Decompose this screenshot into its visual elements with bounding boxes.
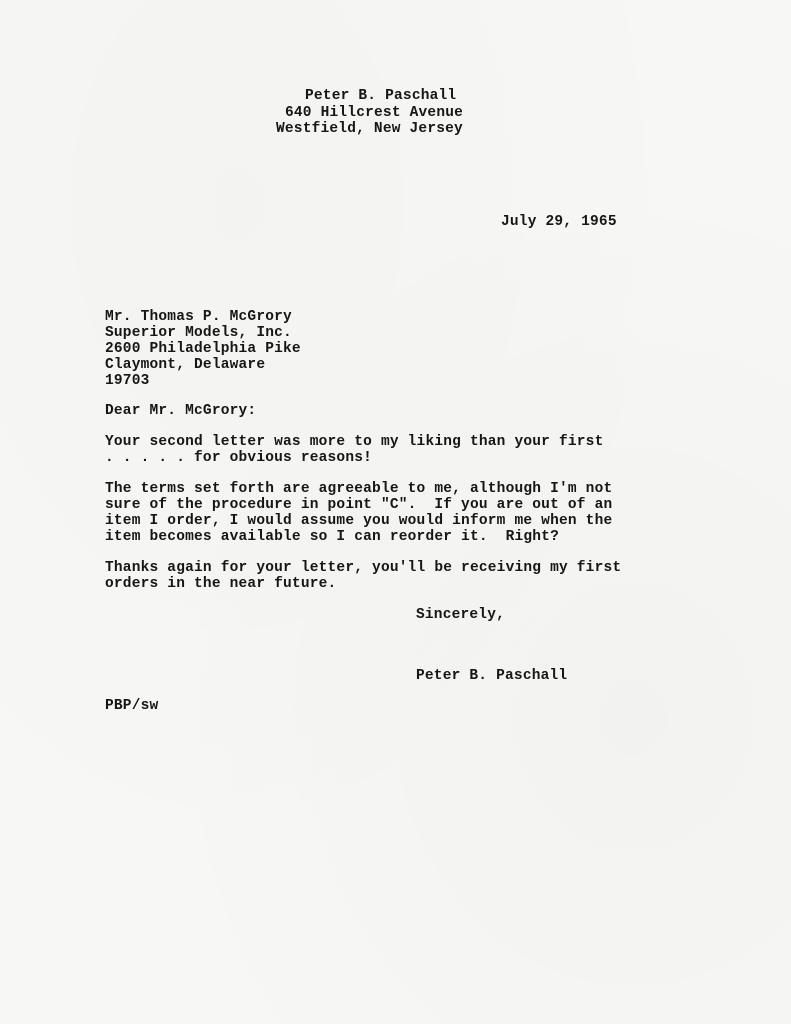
signature-name: Peter B. Paschall	[416, 668, 568, 684]
recipient-name: Mr. Thomas P. McGrory	[105, 309, 292, 325]
letter-date: July 29, 1965	[501, 214, 617, 230]
recipient-company: Superior Models, Inc.	[105, 325, 292, 341]
paragraph-2-line-4: item becomes available so I can reorder it. Right?	[105, 529, 559, 545]
paragraph-2-line-2: sure of the procedure in point "C". If you are out of an	[105, 497, 613, 513]
paragraph-1-line-2: . . . . . for obvious reasons!	[105, 450, 373, 466]
typist-initials: PBP/sw	[105, 698, 159, 714]
letterhead-name: Peter B. Paschall	[305, 88, 457, 104]
paragraph-3-line-2: orders in the near future.	[105, 576, 337, 592]
recipient-zip: 19703	[105, 373, 150, 389]
paragraph-2-line-3: item I order, I would assume you would inform me when the	[105, 513, 613, 529]
paragraph-2-line-1: The terms set forth are agreeable to me, although I'm not	[105, 481, 613, 497]
recipient-city: Claymont, Delaware	[105, 357, 266, 373]
recipient-street: 2600 Philadelphia Pike	[105, 341, 301, 357]
closing: Sincerely,	[416, 607, 506, 623]
letterhead-street: 640 Hillcrest Avenue	[285, 105, 464, 121]
paragraph-3-line-1: Thanks again for your letter, you'll be receiving my first	[105, 560, 622, 576]
paragraph-1-line-1: Your second letter was more to my liking than your first	[105, 434, 604, 450]
letterhead-city: Westfield, New Jersey	[276, 121, 463, 137]
salutation: Dear Mr. McGrory:	[105, 403, 257, 419]
